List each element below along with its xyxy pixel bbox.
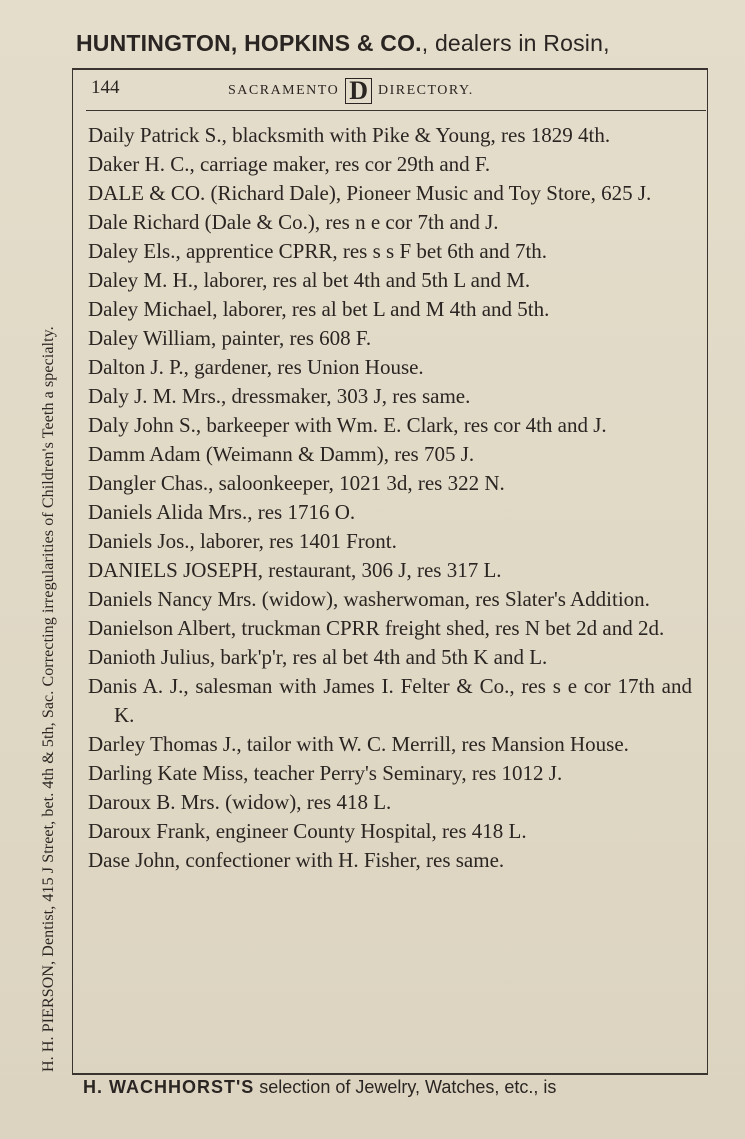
directory-entry: Dalton J. P., gardener, res Union House. bbox=[88, 355, 424, 379]
directory-entry: Damm Adam (Weimann & Damm), res 705 J. bbox=[88, 442, 475, 466]
directory-entry: Dase John, confectioner with H. Fisher, res same. bbox=[88, 848, 505, 872]
running-head-left: SACRAMENTO bbox=[228, 83, 340, 98]
side-advertisement: H. H. PIERSON, Dentist, 415 J Street, bet. 4th & 5th, Sac. Correcting irregularities of Children's Teeth a specialty. bbox=[40, 326, 57, 1072]
directory-entry: Daroux B. Mrs. (widow), res 418 L. bbox=[88, 790, 392, 814]
directory-entry: Daker H. C., carriage maker, res cor 29th and F. bbox=[88, 152, 491, 176]
bottom-ad-firm: H. WACHHORST'S bbox=[83, 1077, 255, 1097]
directory-entry: Daley Els., apprentice CPRR, res s s F bet 6th and 7th. bbox=[88, 239, 548, 263]
directory-entries bbox=[88, 121, 692, 875]
directory-entry: Dangler Chas., saloonkeeper, 1021 3d, res 322 N. bbox=[88, 471, 505, 495]
directory-entry: Dale Richard (Dale & Co.), res n e cor 7th and J. bbox=[88, 210, 499, 234]
running-head-right: DIRECTORY. bbox=[377, 83, 474, 98]
directory-entry: DANIELS JOSEPH, restaurant, 306 J, res 317 L. bbox=[88, 558, 502, 582]
top-ad-firm: HUNTINGTON, HOPKINS & CO. bbox=[76, 30, 422, 56]
top-ad-text: , dealers in Rosin, bbox=[421, 30, 610, 56]
section-letter: D bbox=[345, 78, 372, 104]
header-rule bbox=[86, 110, 706, 111]
directory-entry: Daley Michael, laborer, res al bet L and M 4th and 5th. bbox=[88, 297, 550, 321]
directory-entry: Daly J. M. Mrs., dressmaker, 303 J, res same. bbox=[88, 384, 471, 408]
directory-entry: Daley M. H., laborer, res al bet 4th and 5th L and M. bbox=[88, 268, 531, 292]
bottom-ad-text: selection of Jewelry, Watches, etc., is bbox=[254, 1077, 557, 1097]
directory-entry: Darley Thomas J., tailor with W. C. Merrill, res Mansion House. bbox=[88, 732, 629, 756]
directory-entry: Danis A. J., salesman with James I. Felter & Co., res s e cor 17th and K. bbox=[88, 674, 692, 727]
directory-entry: DALE & CO. (Richard Dale), Pioneer Music and Toy Store, 625 J. bbox=[88, 181, 652, 205]
top-advertisement bbox=[76, 30, 736, 57]
directory-entry: Daly John S., barkeeper with Wm. E. Clark, res cor 4th and J. bbox=[88, 413, 607, 437]
directory-entry: Danioth Julius, bark'p'r, res al bet 4th and 5th K and L. bbox=[88, 645, 548, 669]
running-head bbox=[228, 78, 474, 104]
directory-entry: Daily Patrick S., blacksmith with Pike & Young, res 1829 4th. bbox=[88, 123, 611, 147]
directory-entry: Daniels Alida Mrs., res 1716 O. bbox=[88, 500, 356, 524]
bottom-advertisement bbox=[83, 1077, 723, 1098]
directory-entry: Darling Kate Miss, teacher Perry's Seminary, res 1012 J. bbox=[88, 761, 563, 785]
directory-entry: Daroux Frank, engineer County Hospital, res 418 L. bbox=[88, 819, 527, 843]
page-number: 144 bbox=[91, 77, 120, 98]
directory-entry: Danielson Albert, truckman CPRR freight shed, res N bet 2d and 2d. bbox=[88, 616, 665, 640]
directory-entry: Daniels Nancy Mrs. (widow), washerwoman, res Slater's Addition. bbox=[88, 587, 650, 611]
directory-entry: Daley William, painter, res 608 F. bbox=[88, 326, 372, 350]
directory-entry: Daniels Jos., laborer, res 1401 Front. bbox=[88, 529, 397, 553]
